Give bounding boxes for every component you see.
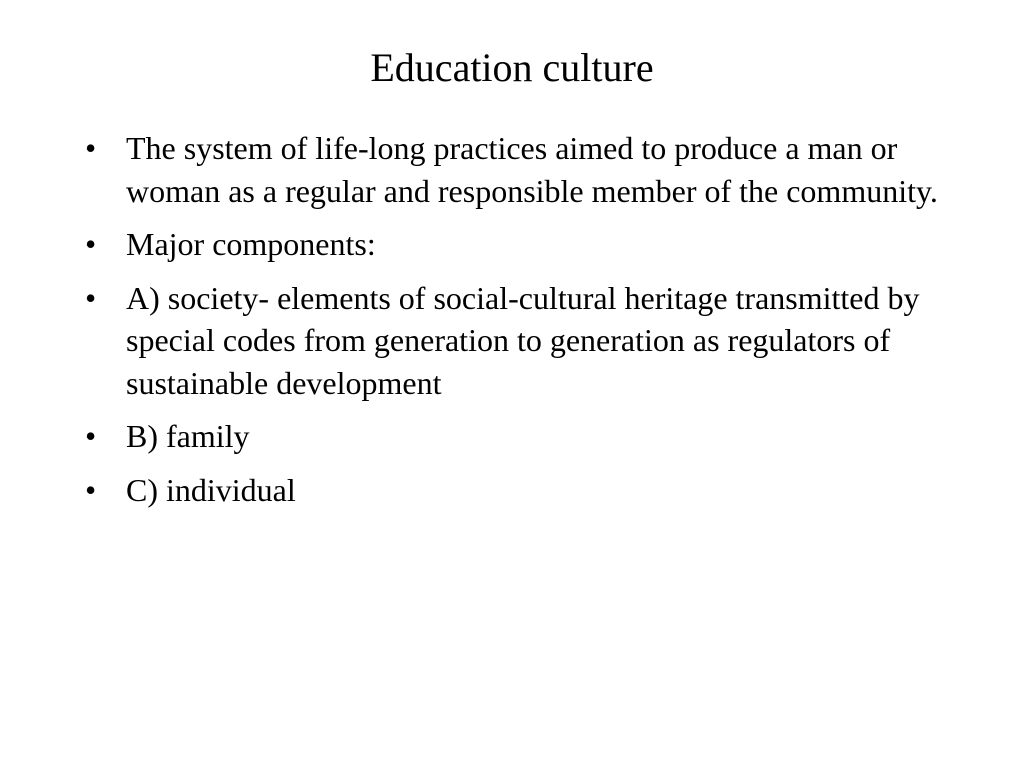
bullet-icon: •	[85, 279, 97, 316]
bullet-icon: •	[85, 226, 97, 262]
bullet-list	[85, 127, 955, 522]
bullet-icon: •	[85, 418, 97, 454]
bullet-text: C) individual	[126, 471, 296, 508]
bullet-item-major-components	[85, 223, 955, 266]
bullet-text: Major components:	[126, 226, 376, 262]
bullet-text: A) society- elements of social-cultural heritage transmitted by special codes from generation to generation as regulators of sustainable development	[126, 279, 920, 401]
bullet-item-definition	[85, 127, 955, 212]
bullet-icon: •	[85, 130, 97, 166]
bullet-item-individual	[85, 469, 955, 512]
bullet-item-society	[85, 277, 955, 405]
bullet-text: B) family	[126, 418, 250, 454]
bullet-item-family	[85, 415, 955, 458]
bullet-text: The system of life-long practices aimed to produce a man or woman as a regular and responsible member of the community.	[126, 130, 938, 209]
slide-title: Education culture	[370, 45, 654, 90]
bullet-icon: •	[85, 471, 97, 508]
